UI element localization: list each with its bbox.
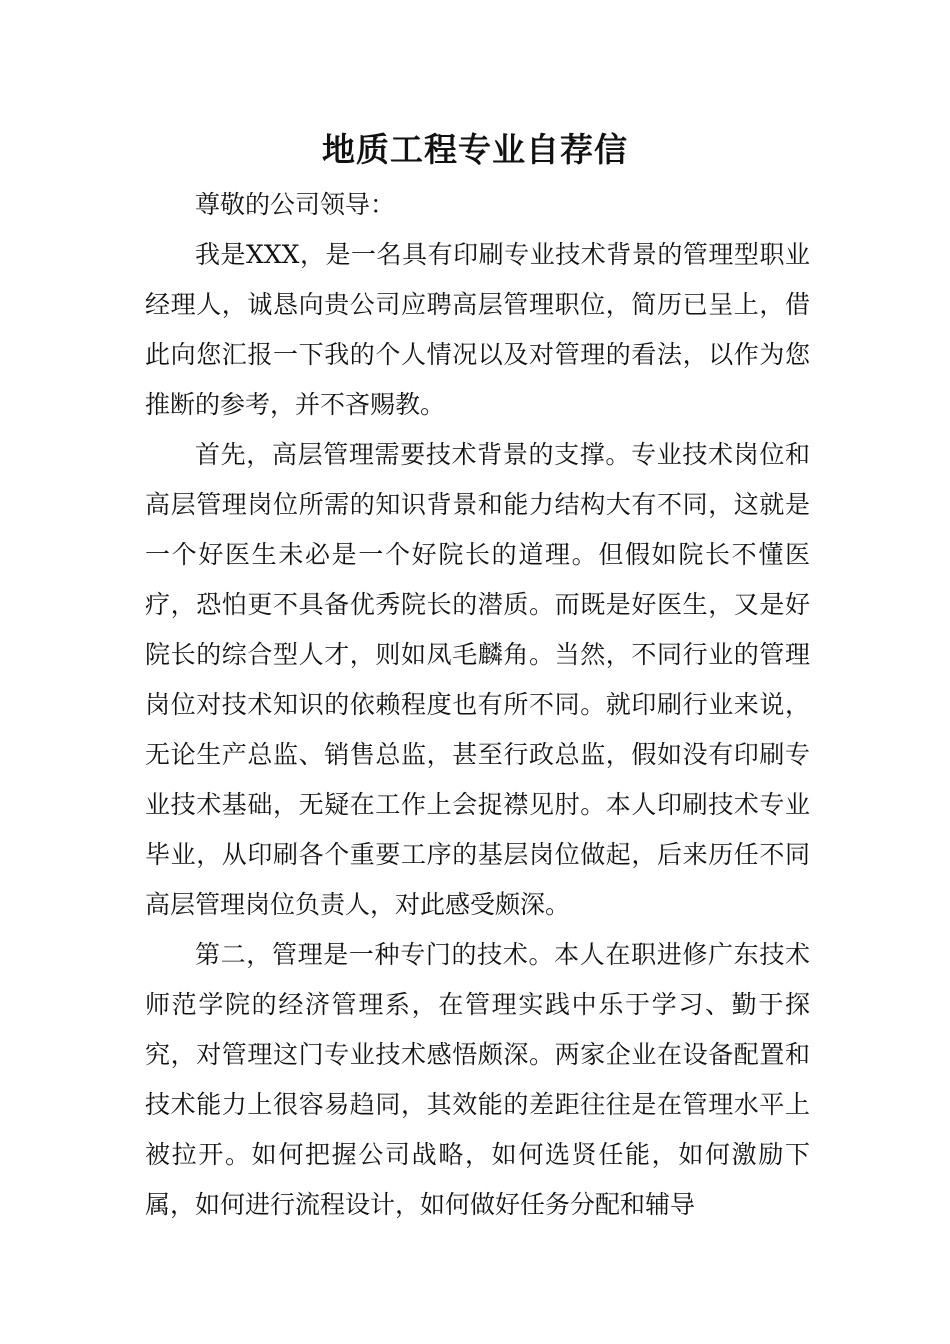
paragraph-first-point: 首先，高层管理需要技术背景的支撑。专业技术岗位和高层管理岗位所需的知识背景和能力结构大有不同，这就是一个好医生未必是一个好院长的道理。但假如院长不懂医疗，恐怕更不具备优秀院长的潜质。而既是好医生，又是好院长的综合型人才，则如凤毛麟角。当然，不同行业的管理岗位对技术知识的依赖程度也有所不同。就印刷行业来说，无论生产总监、销售总监，甚至行政总监，假如没有印刷专业技术基础，无疑在工作上会捉襟见肘。本人印刷技术专业毕业，从印刷各个重要工序的基层岗位做起，后来历任不同高层管理岗位负责人，对此感受颇深。 — [145, 440, 810, 919]
paragraph-introduction: 我是XXX，是一名具有印刷专业技术背景的管理型职业经理人，诚恳向贵公司应聘高层管理职位，简历已呈上，借此向您汇报一下我的个人情况以及对管理的看法，以作为您推断的参考，并不吝赐教。 — [145, 240, 810, 419]
paragraph-second-point: 第二，管理是一种专门的技术。本人在职进修广东技术师范学院的经济管理系，在管理实践中乐于学习、勤于探究，对管理这门专业技术感悟颇深。两家企业在设备配置和技术能力上很容易趋同，其效能的差距往往是在管理水平上被拉开。如何把握公司战略，如何选贤任能，如何激励下属，如何进行流程设计，如何做好任务分配和辅导 — [145, 940, 810, 1219]
salutation: 尊敬的公司领导： — [195, 190, 396, 219]
document-body — [145, 180, 810, 1230]
document-title: 地质工程专业自荐信 — [322, 130, 628, 169]
